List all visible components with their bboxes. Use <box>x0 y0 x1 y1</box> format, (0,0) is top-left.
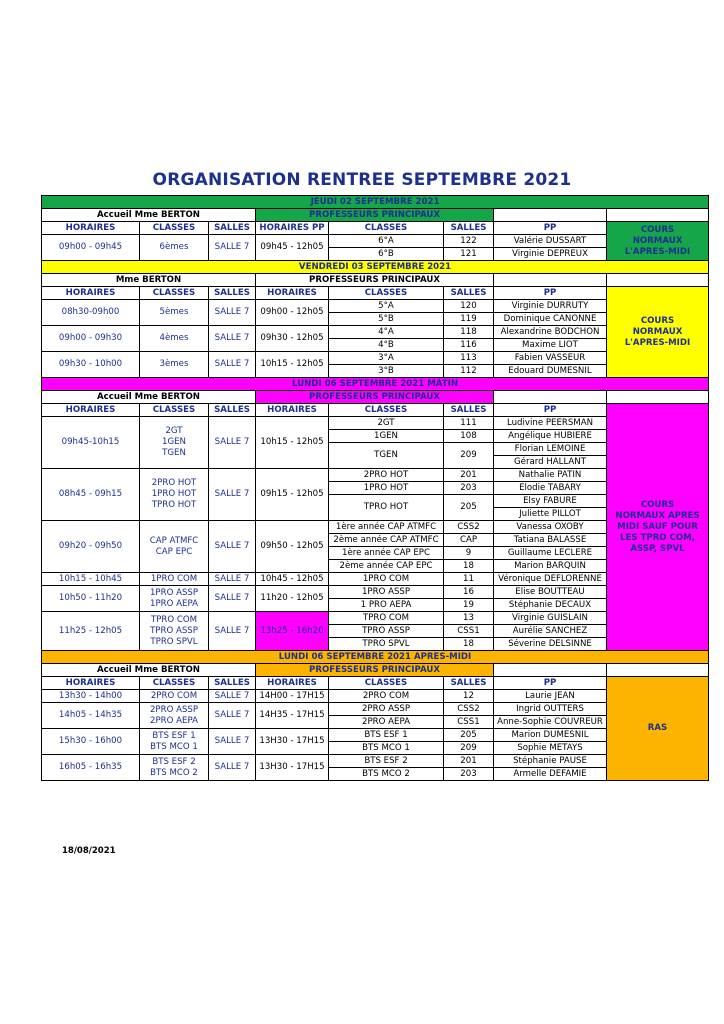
table-row: 09h00 - 09h30 4èmes SALLE 7 09h30 - 12h05 4°A 118 Alexandrine BODCHON <box>42 326 709 339</box>
col-salles: SALLES <box>209 222 256 235</box>
highlighted-horaire: 13h25 - 16h20 <box>256 612 329 651</box>
table-row: 2ème année CAP EPC 18 Marion BARQUIN <box>42 560 709 573</box>
day-band-lundi-apres-midi: LUNDI 06 SEPTEMBRE 2021 APRES-MIDI <box>42 651 709 664</box>
table-row: Gérard HALLANT <box>42 456 709 469</box>
table-row: 09h00 - 09h45 6èmes SALLE 7 09h45 - 12h05 6°A 122 Valérie DUSSART <box>42 235 709 248</box>
day-band-jeudi: JEUDI 02 SEPTEMBRE 2021 <box>42 196 709 209</box>
prof-principaux-label: PROFESSEURS PRINCIPAUX <box>256 391 494 404</box>
accueil-label: Accueil Mme BERTON <box>42 209 256 222</box>
table-row: BTS MCO 1 209 Sophie METAYS <box>42 742 709 755</box>
side-note: RAS <box>607 677 709 781</box>
prof-principaux-label: PROFESSEURS PRINCIPAUX <box>256 274 494 287</box>
table-row: 10h50 - 11h20 1PRO ASSP 1PRO AEPA SALLE 7 11h20 - 12h05 1PRO ASSP 16 Elise BOUTTEAU <box>42 586 709 599</box>
column-header-row: HORAIRES CLASSES SALLES HORAIRES CLASSES SALLES PP COURS NORMAUX L'APRES-MIDI <box>42 287 709 300</box>
side-note: COURS NORMAUX L'APRES-MIDI <box>607 287 709 378</box>
table-row: TPRO ASSP CSS1 Aurélie SANCHEZ <box>42 625 709 638</box>
table-row: 1 PRO AEPA 19 Stéphanie DECAUX <box>42 599 709 612</box>
table-row: 2ème année CAP ATMFC CAP Tatiana BALASSE <box>42 534 709 547</box>
table-row: TGEN 209 Florian LEMOINE <box>42 443 709 456</box>
day-band-lundi-matin: LUNDI 06 SEPTEMBRE 2021 MATIN <box>42 378 709 391</box>
side-note: COURS NORMAUX APRES MIDI SAUF POUR LES TPRO COM, ASSP, SPVL <box>607 404 709 651</box>
prof-principaux-label: PROFESSEURS PRINCIPAUX <box>256 209 494 222</box>
table-row: 09h20 - 09h50 CAP ATMFC CAP EPC SALLE 7 09h50 - 12h05 1ère année CAP ATMFC CSS2 Vanessa OXOBY <box>42 521 709 534</box>
section-header-row <box>42 209 709 222</box>
col-horaires: HORAIRES <box>42 222 140 235</box>
table-row: 3°B 112 Edouard DUMESNIL <box>42 365 709 378</box>
table-row: 09h45-10h15 2GT 1GEN TGEN SALLE 7 10h15 - 12h05 2GT 111 Ludivine PEERSMAN <box>42 417 709 430</box>
day-band-vendredi: VENDREDI 03 SEPTEMBRE 2021 <box>42 261 709 274</box>
section-header-row <box>42 664 709 677</box>
column-header-row <box>42 222 709 235</box>
table-row: TPRO SPVL 18 Séverine DELSINNE <box>42 638 709 651</box>
accueil-label: Accueil Mme BERTON <box>42 391 256 404</box>
page-title: ORGANISATION RENTREE SEPTEMBRE 2021 <box>152 170 572 190</box>
accueil-label: Mme BERTON <box>42 274 256 287</box>
col-classes: CLASSES <box>140 222 209 235</box>
schedule-table <box>41 195 709 781</box>
table-row: 1GEN 108 Angélique HUBIERE <box>42 430 709 443</box>
accueil-label: Accueil Mme BERTON <box>42 664 256 677</box>
table-row: 14h05 - 14h35 2PRO ASSP 2PRO AEPA SALLE 7 14H35 - 17H15 2PRO ASSP CSS2 Ingrid OUTTERS <box>42 703 709 716</box>
table-row: 08h30-09h00 5èmes SALLE 7 09h00 - 12h05 5°A 120 Virginie DURRUTY <box>42 300 709 313</box>
col-salles: SALLES <box>444 222 494 235</box>
col-classes: CLASSES <box>329 222 444 235</box>
table-row: 10h15 - 10h45 1PRO COM SALLE 7 10h45 - 12h05 1PRO COM 11 Véronique DEFLORENNE <box>42 573 709 586</box>
column-header-row: HORAIRES CLASSES SALLES HORAIRES CLASSES SALLES PP COURS NORMAUX APRES MIDI SAUF POUR LES TPRO COM, ASSP, SPVL <box>42 404 709 417</box>
table-row: 6°B 121 Virginie DEPREUX <box>42 248 709 261</box>
table-row: 4°B 116 Maxime LIOT <box>42 339 709 352</box>
table-row: 1ère année CAP EPC 9 Guillaume LECLERE <box>42 547 709 560</box>
document-date: 18/08/2021 <box>62 846 116 856</box>
table-row: 09h30 - 10h00 3èmes SALLE 7 10h15 - 12h05 3°A 113 Fabien VASSEUR <box>42 352 709 365</box>
table-row: 11h25 - 12h05 TPRO COM TPRO ASSP TPRO SPVL SALLE 7 13h25 - 16h20 TPRO COM 13 Virginie GUISLAIN <box>42 612 709 625</box>
table-row: TPRO HOT 205 Elsy FABURE <box>42 495 709 508</box>
table-row: 16h05 - 16h35 BTS ESF 2 BTS MCO 2 SALLE 7 13H30 - 17H15 BTS ESF 2 201 Stéphanie PAUSE <box>42 755 709 768</box>
table-row: 15h30 - 16h00 BTS ESF 1 BTS MCO 1 SALLE 7 13H30 - 17H15 BTS ESF 1 205 Marion DUMESNIL <box>42 729 709 742</box>
side-note: COURS NORMAUX L'APRES-MIDI <box>607 222 709 261</box>
col-horaires-pp: HORAIRES PP <box>256 222 329 235</box>
table-row: BTS MCO 2 203 Armelle DEFAMIE <box>42 768 709 781</box>
col-pp: PP <box>494 222 607 235</box>
table-row: 5°B 119 Dominique CANONNE <box>42 313 709 326</box>
table-row: 13h30 - 14h00 2PRO COM SALLE 7 14H00 - 17H15 2PRO COM 12 Laurie JEAN <box>42 690 709 703</box>
prof-principaux-label: PROFESSEURS PRINCIPAUX <box>256 664 494 677</box>
table-row: Juliette PILLOT <box>42 508 709 521</box>
section-header-row <box>42 274 709 287</box>
section-header-row <box>42 391 709 404</box>
table-row: 08h45 - 09h15 2PRO HOT 1PRO HOT TPRO HOT SALLE 7 09h15 - 12h05 2PRO HOT 201 Nathalie PATIN <box>42 469 709 482</box>
table-row: 1PRO HOT 203 Elodie TABARY <box>42 482 709 495</box>
table-row: 2PRO AEPA CSS1 Anne-Sophie COUVREUR <box>42 716 709 729</box>
column-header-row: HORAIRES CLASSES SALLES HORAIRES CLASSES SALLES PP RAS <box>42 677 709 690</box>
